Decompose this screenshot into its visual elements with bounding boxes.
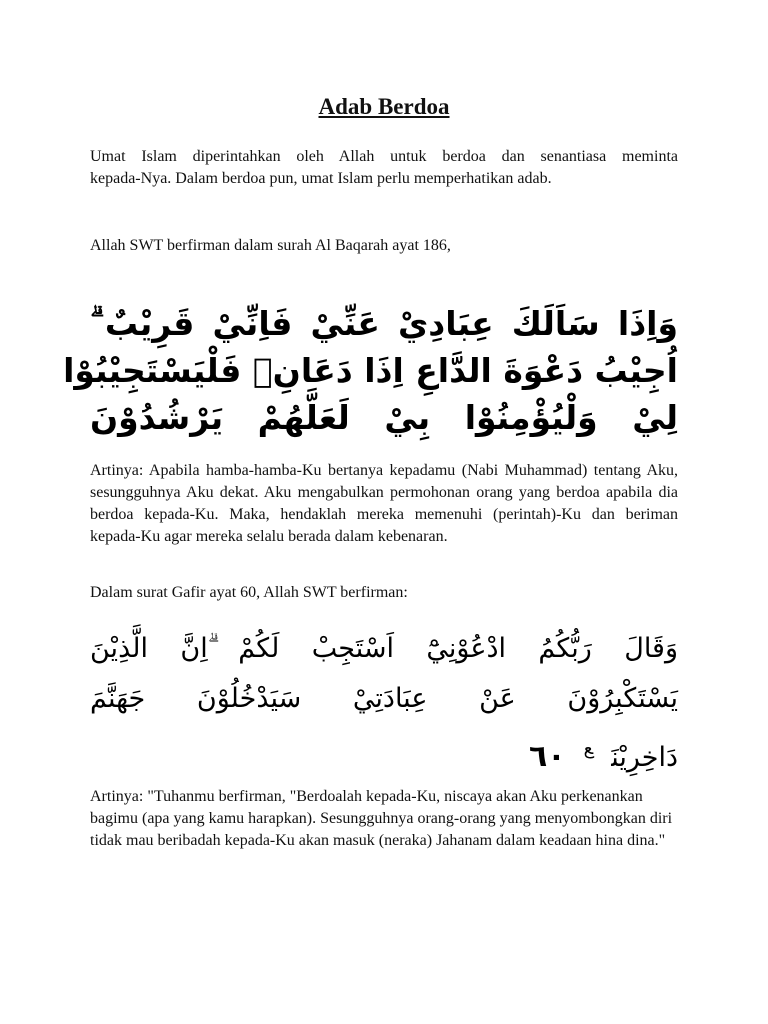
surah2-reference: Dalam surat Gafir ayat 60, Allah SWT berfirman: — [90, 584, 408, 601]
arabic-line: اُجِيْبُ دَعْوَةَ الدَّاعِ اِذَا دَعَانِۙ فَلْيَسْتَجِيْبُوْا — [63, 351, 678, 390]
ayah-end-mark: ع — [583, 738, 594, 759]
intro-line: Umat Islam diperintahkan oleh Allah untuk berdoa dan senantiasa meminta — [90, 148, 678, 165]
surah2-arabic-verse — [90, 624, 678, 774]
intro-paragraph — [90, 146, 678, 190]
arabic-line: لِيْ وَلْيُؤْمِنُوْا بِيْ لَعَلَّهُمْ يَرْشُدُوْنَ — [90, 398, 678, 437]
arabic-line-final — [90, 724, 678, 774]
ayah-number: ٦٠ — [529, 739, 566, 774]
surah1-translation: Artinya: Apabila hamba-hamba-Ku bertanya kepadamu (Nabi Muhammad) tentang Aku, sesungguhnya Aku dekat. Aku mengabulkan permohonan orang yang berdoa apabila dia berdoa kepada-Ku. Maka, hendaklah mereka memenuhi (perintah)-Ku dan beriman kepada-Ku agar mereka selalu berada dalam kebenaran. — [90, 462, 678, 545]
arabic-line: يَسْتَكْبِرُوْنَ عَنْ عِبَادَتِيْ سَيَدْخُلُوْنَ جَهَنَّمَ — [90, 683, 678, 714]
surah1-arabic-verse — [63, 300, 678, 441]
surah2-translation: Artinya: "Tuhanmu berfirman, "Berdoalah kepada-Ku, niscaya akan Aku perkenankan bagimu (apa yang kamu harapkan). Sesungguhnya orang-orang yang menyombongkan diri tidak mau beribadah kepada-Ku akan masuk (neraka) Jahanam dalam keadaan hina dina." — [90, 788, 673, 849]
arabic-line: وَقَالَ رَبُّكُمُ ادْعُوْنِيْٓ اَسْتَجِبْ لَكُمْ ۗاِنَّ الَّذِيْنَ — [90, 633, 678, 664]
arabic-line: وَاِذَا سَاَلَكَ عِبَادِيْ عَنِّيْ فَاِنِّيْ قَرِيْبٌ ۗ — [90, 304, 678, 343]
arabic-line: دَاخِرِيْنَ — [611, 742, 678, 773]
intro-line: kepada-Nya. Dalam berdoa pun, umat Islam perlu memperhatikan adab. — [90, 170, 552, 187]
document-title: Adab Berdoa — [318, 94, 450, 119]
surah1-reference: Allah SWT berfirman dalam surah Al Baqarah ayat 186, — [90, 237, 451, 254]
